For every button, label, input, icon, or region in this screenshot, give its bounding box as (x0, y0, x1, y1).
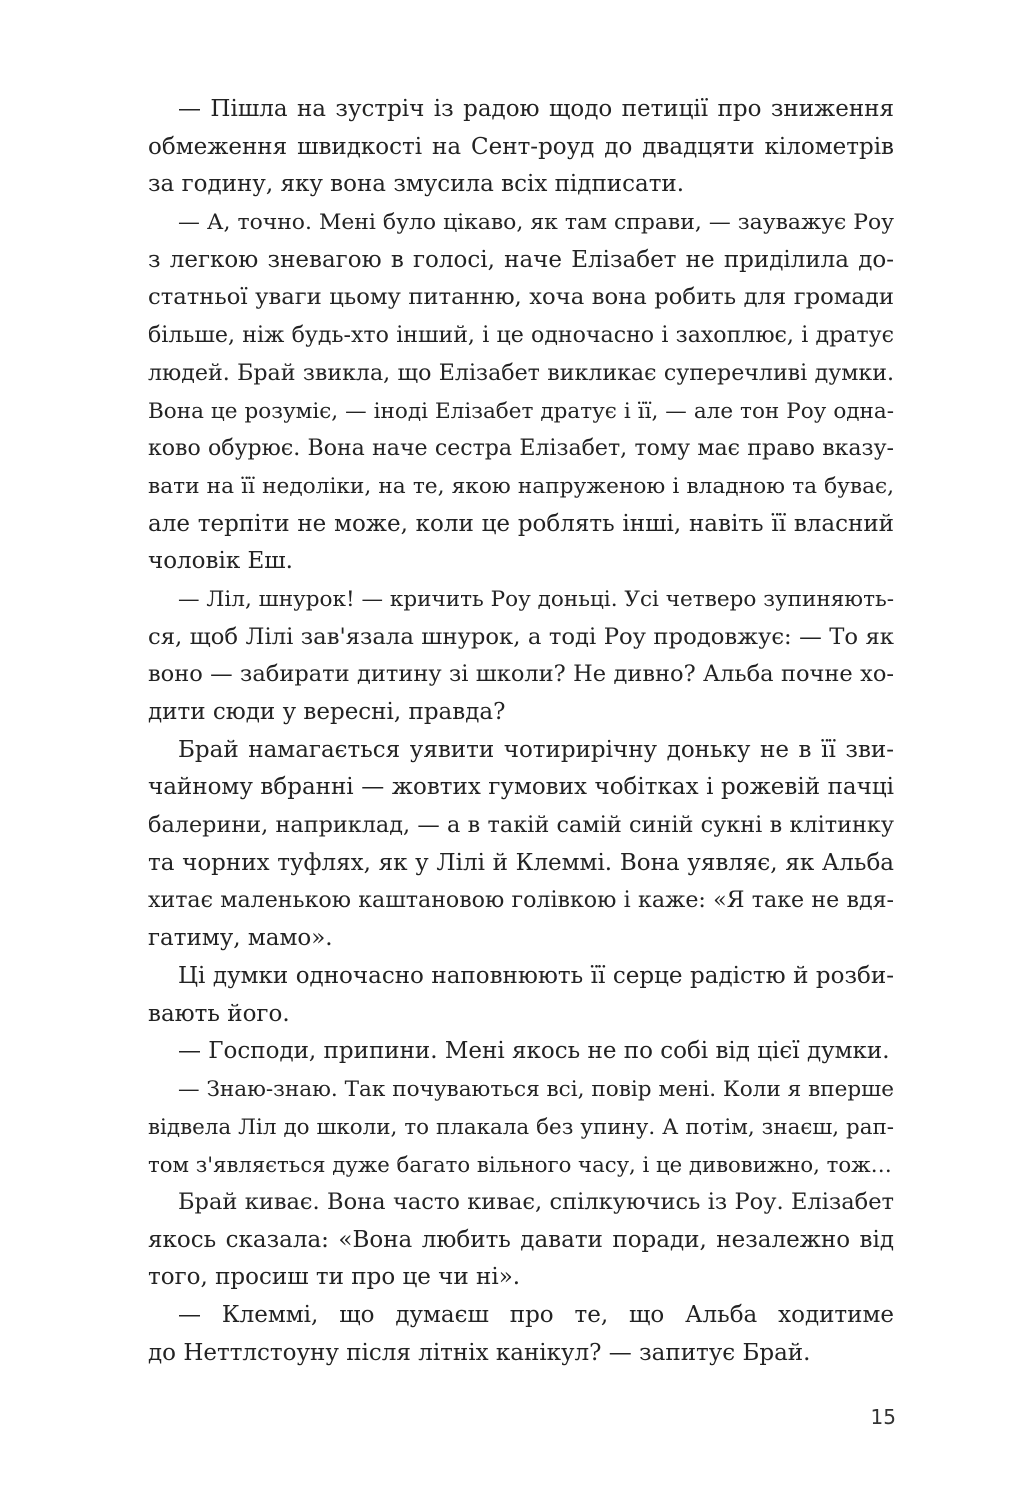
text-line: гатиму, мамо». (148, 925, 333, 952)
text-line: Ці думки одночасно наповнюють її серце радістю й розби- (178, 962, 894, 989)
text-line: чоловік Еш. (148, 548, 293, 575)
text-line: за годину, яку вона змусила всіх підписати. (148, 171, 685, 198)
text-line: вають його. (148, 1000, 290, 1027)
body-text (148, 91, 894, 1372)
text-line: обмеження швидкості на Сент-роуд до двадцяти кілометрів (148, 133, 894, 160)
text-line: том з'являється дуже багато вільного часу, і це дивовижно, тож… (148, 1152, 892, 1178)
text-line: ся, щоб Лілі зав'язала шнурок, а тоді Роу продовжує: — То як (148, 623, 894, 650)
paragraph (148, 91, 894, 204)
text-line: того, просиш ти про це чи ні». (148, 1264, 521, 1291)
text-line: — А, точно. Мені було цікаво, як там справи, — зауважує Роу (178, 210, 894, 236)
paragraph (148, 1071, 894, 1184)
text-line: людей. Брай звикла, що Елізабет викликає суперечливі думки. (148, 359, 894, 386)
text-line: чайному вбранні — жовтих гумових чобітках і рожевій пачці (148, 774, 894, 801)
text-line: балерини, наприклад, — а в такій самій синій сукні в клітинку (148, 812, 894, 839)
text-line: якось сказала: «Вона любить давати поради, незалежно від (148, 1226, 894, 1253)
paragraph (148, 958, 894, 1033)
text-line: Вона це розуміє, — іноді Елізабет дратує і її, — але тон Роу одна- (148, 398, 894, 424)
text-line: до Неттлстоуну після літніх канікул? — запитує Брай. (148, 1339, 811, 1366)
paragraph (148, 581, 894, 732)
text-line: Брай киває. Вона часто киває, спілкуючись із Роу. Елізабет (178, 1188, 894, 1215)
text-line: воно — забирати дитину зі школи? Не дивно? Альба почне хо- (148, 661, 894, 688)
text-line: — Ліл, шнурок! — кричить Роу доньці. Усі четверо зупиняють- (178, 586, 894, 612)
text-line: — Господи, припини. Мені якось не по собі від цієї думки. (178, 1038, 890, 1065)
text-line: відвела Ліл до школи, то плакала без упину. А потім, знаєш, рап- (148, 1114, 894, 1140)
text-line: хитає маленькою каштановою голівкою і каже: «Я таке не вдя- (148, 887, 894, 914)
text-line: — Пішла на зустріч із радою щодо петиції про зниження (178, 96, 894, 122)
text-line: — Клеммі, що думаєш про те, що Альба ходитиме (178, 1302, 894, 1328)
text-line: та чорних туфлях, як у Лілі й Клеммі. Вона уявляє, як Альба (148, 849, 894, 876)
text-line: дити сюди у вересні, правда? (148, 699, 506, 725)
paragraph (148, 1184, 894, 1297)
text-line: вати на її недоліки, на те, якою напруженою і владною та буває, (148, 473, 894, 499)
text-line: — Знаю-знаю. Так почуваються всі, повір мені. Коли я вперше (178, 1076, 894, 1102)
text-line: статньої уваги цьому питанню, хоча вона робить для громади (148, 284, 894, 311)
paragraph (148, 1033, 894, 1071)
text-line: з легкою зневагою в голосі, наче Елізабет не приділила до- (148, 246, 894, 273)
paragraph (148, 204, 894, 581)
page-number: 15 (870, 1405, 896, 1429)
text-line: ково обурює. Вона наче сестра Елізабет, тому має право вказу- (148, 436, 894, 462)
text-line: Брай намагається уявити чотирирічну доньку не в її зви- (178, 736, 894, 763)
text-line: більше, ніж будь-хто інший, і це одночасно і захоплює, і дратує (148, 322, 894, 349)
paragraph (148, 1297, 894, 1372)
paragraph (148, 732, 894, 958)
text-line: але терпіти не може, коли це роблять інші, навіть її власний (148, 510, 894, 537)
